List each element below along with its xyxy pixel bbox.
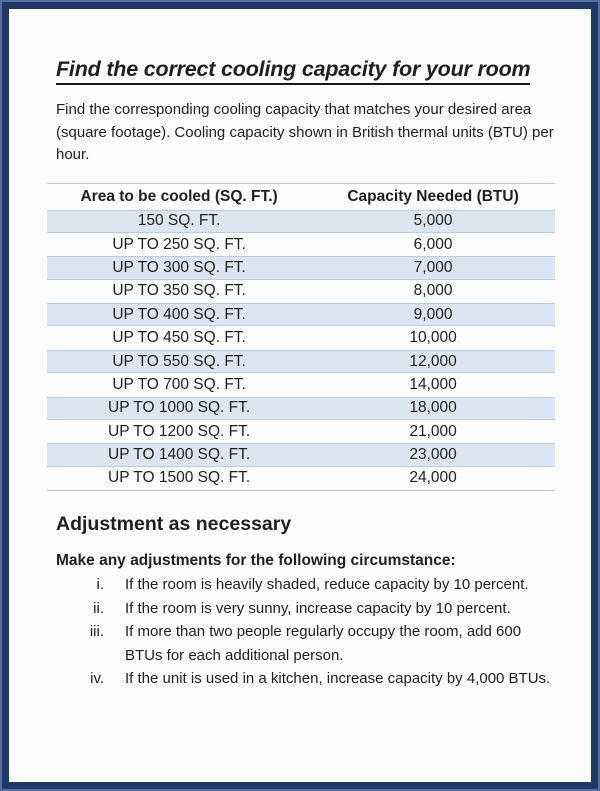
area-cell: UP TO 300 SQ. FT. <box>112 258 246 276</box>
table-row <box>47 326 555 349</box>
adjustment-item <box>47 597 555 621</box>
area-cell: UP TO 400 SQ. FT. <box>112 305 246 323</box>
btu-cell: 18,000 <box>409 399 457 417</box>
area-cell: UP TO 1200 SQ. FT. <box>108 422 251 440</box>
area-cell: UP TO 250 SQ. FT. <box>112 235 246 253</box>
table-row <box>47 303 555 326</box>
area-cell: UP TO 1000 SQ. FT. <box>108 399 251 417</box>
page-content <box>9 9 591 691</box>
table-row <box>47 350 555 373</box>
btu-cell: 24,000 <box>409 469 457 487</box>
btu-cell: 10,000 <box>409 329 457 347</box>
area-cell: 150 SQ. FT. <box>137 212 221 230</box>
item-numeral: iv. <box>90 670 104 688</box>
adjustments-subheading: Make any adjustments for the following circumstance: <box>56 552 456 570</box>
capacity-table <box>47 183 555 492</box>
btu-cell: 14,000 <box>409 375 457 393</box>
adjustments-heading: Adjustment as necessary <box>56 513 292 536</box>
btu-cell: 23,000 <box>409 446 457 464</box>
btu-cell: 6,000 <box>413 235 453 253</box>
btu-cell: 12,000 <box>409 352 457 370</box>
table-row <box>47 443 555 466</box>
area-cell: UP TO 700 SQ. FT. <box>112 375 246 393</box>
item-text: If the room is heavily shaded, reduce capacity by 10 percent. <box>125 576 529 594</box>
btu-cell: 9,000 <box>413 305 453 323</box>
table-row <box>47 210 555 233</box>
intro-paragraph: Find the corresponding cooling capacity that matches your desired area (square footage). Cooling capacity shown in British thermal units (BTU) per hour. <box>56 101 554 163</box>
btu-cell: 7,000 <box>413 258 453 276</box>
capacity-column-header: Capacity Needed (BTU) <box>347 187 519 205</box>
area-column-header: Area to be cooled (SQ. FT.) <box>80 187 278 205</box>
btu-cell: 21,000 <box>409 422 457 440</box>
table-row <box>47 420 555 443</box>
adjustment-item <box>47 620 555 667</box>
area-cell: UP TO 1400 SQ. FT. <box>108 446 251 464</box>
btu-cell: 8,000 <box>413 282 453 300</box>
table-row <box>47 397 555 420</box>
table-row <box>47 467 555 490</box>
table-row <box>47 256 555 279</box>
area-cell: UP TO 550 SQ. FT. <box>112 352 246 370</box>
table-row <box>47 233 555 256</box>
item-numeral: i. <box>96 576 104 594</box>
item-text: If more than two people regularly occupy the room, add 600 BTUs for each additional person. <box>125 623 522 664</box>
adjustment-item <box>47 573 555 597</box>
area-cell: UP TO 350 SQ. FT. <box>112 282 246 300</box>
item-text: If the unit is used in a kitchen, increase capacity by 4,000 BTUs. <box>125 670 551 688</box>
btu-cell: 5,000 <box>413 212 453 230</box>
item-numeral: iii. <box>89 623 104 641</box>
document-page <box>2 2 598 789</box>
adjustments-list <box>47 573 555 691</box>
item-text: If the room is very sunny, increase capacity by 10 percent. <box>125 599 511 617</box>
item-numeral: ii. <box>93 599 104 617</box>
table-row <box>47 373 555 396</box>
area-cell: UP TO 450 SQ. FT. <box>112 329 246 347</box>
area-cell: UP TO 1500 SQ. FT. <box>108 469 251 487</box>
page-title: Find the correct cooling capacity for your room <box>56 57 530 85</box>
adjustment-item <box>47 667 555 691</box>
table-header-row <box>47 184 555 210</box>
table-row <box>47 280 555 303</box>
